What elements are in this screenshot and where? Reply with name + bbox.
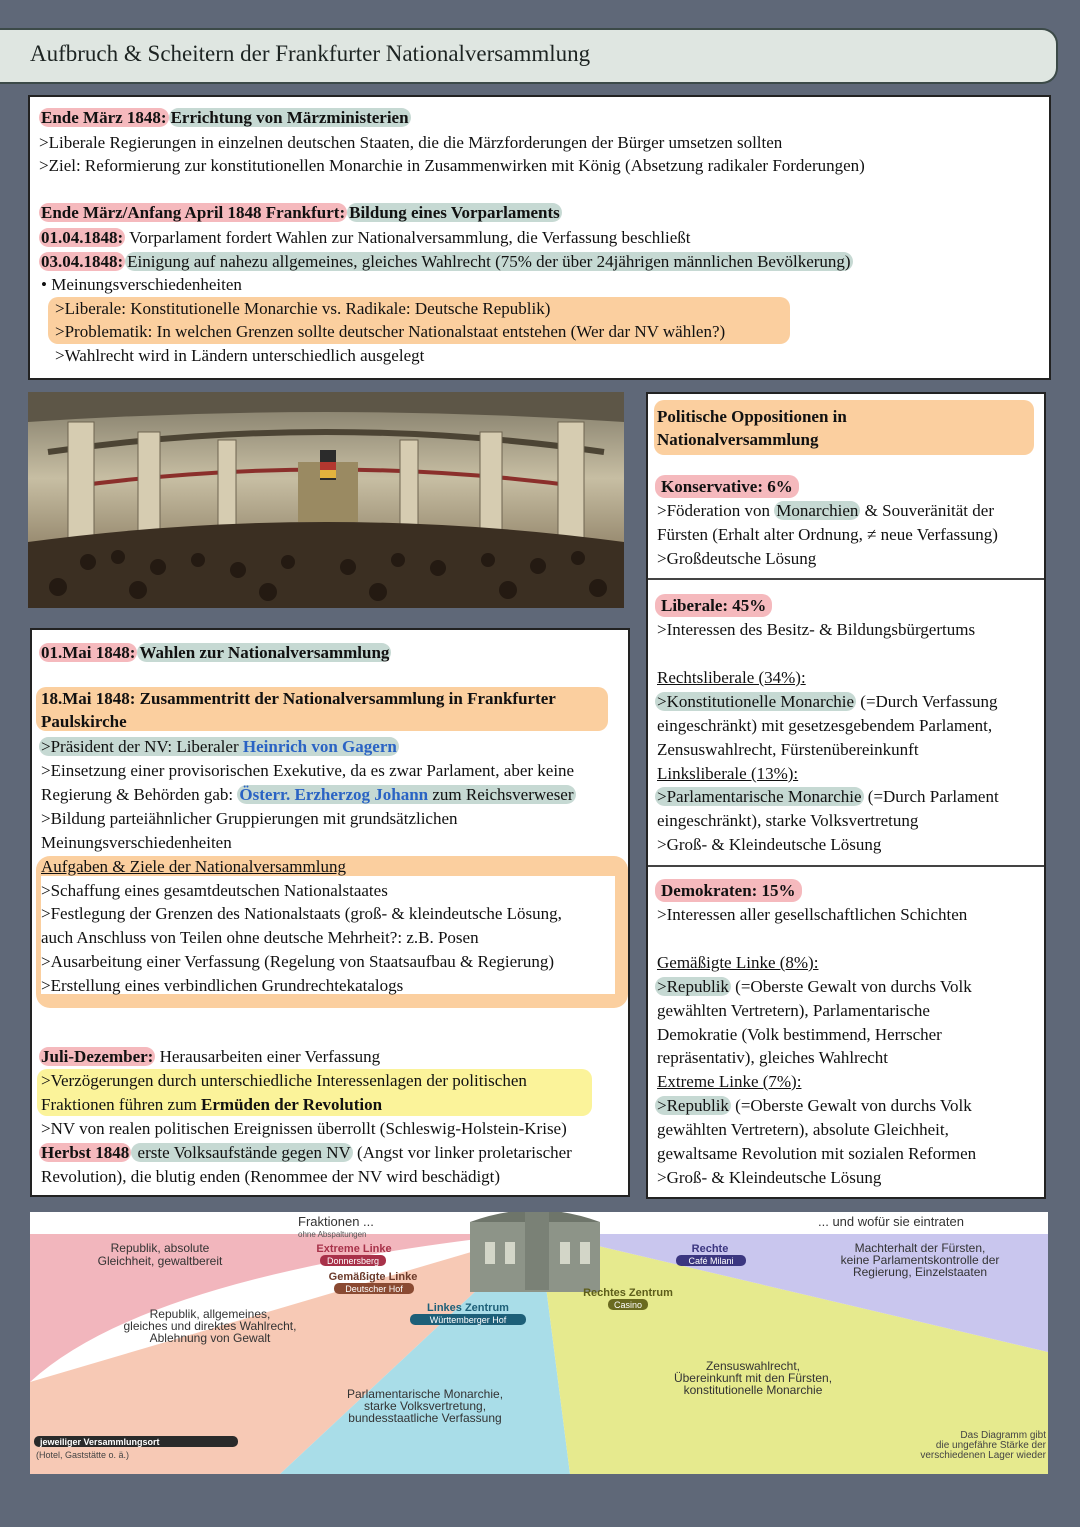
text-line: • Meinungsverschiedenheiten <box>41 275 242 294</box>
legend-versammlungsort: jeweiliger Versammlungsort <box>40 1437 160 1447</box>
demokraten-heading: Demokraten: 15% <box>655 880 802 902</box>
text-line: >Interessen des Besitz- & Bildungsbürgertums <box>657 620 976 639</box>
line-parl-monarchie: >Parlamentarische Monarchie (=Durch Parlament <box>657 787 999 806</box>
text-line: 18.Mai 1848: Zusammentritt der Nationalversammlung in Frankfurter <box>41 689 556 708</box>
name-rechtes-zentrum: Rechtes Zentrum <box>583 1287 673 1299</box>
rechtsliberale-heading: Rechtsliberale (34%): <box>657 668 806 687</box>
box-oppositionen <box>646 392 1046 1199</box>
text-line: >Bildung parteiähnlicher Gruppierungen mit grundsätzlichen <box>41 809 458 828</box>
desc-linkes-zentrum: Parlamentarische Monarchie, starke Volksvertretung, bundesstaatliche Verfassung <box>346 1387 504 1425</box>
line-0104: 01.04.1848: Vorparlament fordert Wahlen zur Nationalversammlung, die Verfassung beschließt <box>41 228 691 247</box>
box-nationalversammlung <box>30 628 630 1197</box>
place-rechte: Café Milani <box>688 1256 734 1266</box>
text-line: Fürsten (Erhalt alter Ordnung, ≠ neue Verfassung) <box>657 525 998 544</box>
text-line: >Liberale: Konstitutionelle Monarchie vs. Radikale: Deutsche Republik) <box>55 299 551 318</box>
text-line: >Schaffung eines gesamtdeutschen Nationalstaates <box>41 881 388 900</box>
place-gemaessigte-linke: Deutscher Hof <box>345 1284 403 1294</box>
text-line: >Festlegung der Grenzen des Nationalstaats (groß- & kleindeutsche Lösung, <box>41 904 562 923</box>
name-gemaessigte-linke: Gemäßigte Linke <box>328 1271 418 1283</box>
divider <box>648 578 1044 580</box>
text-line: Revolution), die blutig enden (Renommee der NV wird beschädigt) <box>41 1167 501 1186</box>
text-line: gewählten Vertretern), absolute Gleichheit, <box>657 1120 949 1139</box>
oppositionen-heading: Nationalversammlung <box>657 430 819 449</box>
konservative-heading: Konservative: 6% <box>655 476 799 498</box>
text-line: >Groß- & Kleindeutsche Lösung <box>657 835 882 854</box>
linksliberale-heading: Linksliberale (13%): <box>657 764 799 783</box>
label-wofuer: ... und wofür sie eintraten <box>818 1214 964 1229</box>
paulskirche-image <box>28 392 624 608</box>
label-fraktionen: Fraktionen ... <box>298 1214 374 1229</box>
extreme-linke-heading: Extreme Linke (7%): <box>657 1072 802 1091</box>
text-line: eingeschränkt), starke Volksvertretung <box>657 811 919 830</box>
text-line: >Liberale Regierungen in einzelnen deutschen Staaten, die die Märzforderungen der Bürger umsetzen sollten <box>39 133 783 152</box>
text-line: gewaltsame Revolution mit sozialen Reformen <box>657 1144 977 1163</box>
line-0304: 03.04.1848: Einigung auf nahezu allgemeines, gleiches Wahlrecht (75% der über 24jährigen männlichen Bevölkerung) <box>41 252 851 271</box>
fraktionen-semicircle <box>30 1212 1048 1474</box>
name-linkes-zentrum: Linkes Zentrum <box>427 1302 509 1314</box>
desc-extreme-linke: Republik, absolute Gleichheit, gewaltbereit <box>97 1241 223 1268</box>
text-line: gewählten Vertretern), Parlamentarische <box>657 1001 930 1020</box>
label-ohne-abspaltungen: ohne Abspaltungen <box>298 1230 367 1239</box>
place-extreme-linke: Donnersberg <box>326 1256 380 1266</box>
text-line: auch Anschluss von Teilen ohne deutsche Mehrheit?: z.B. Posen <box>41 928 479 947</box>
text-line: >Groß- & Kleindeutsche Lösung <box>657 1168 882 1187</box>
place-rechtes-zentrum: Casino <box>613 1300 643 1310</box>
text-line: Meinungsverschiedenheiten <box>41 833 232 852</box>
text-line: repräsentativ), gleiches Wahlrecht <box>657 1048 889 1067</box>
line-foederation: >Föderation von Monarchien & Souveränität der <box>657 501 994 520</box>
text-line: >Erstellung eines verbindlichen Grundrechtekatalogs <box>41 976 404 995</box>
line-praesident: >Präsident der NV: Liberaler Heinrich von Gagern <box>41 737 397 756</box>
text-line: >Einsetzung einer provisorischen Exekutive, da es zwar Parlament, aber keine <box>41 761 575 780</box>
name-extreme-linke: Extreme Linke <box>316 1243 392 1255</box>
text-line: Demokratie (Volk bestimmend, Herrscher <box>657 1025 942 1044</box>
oppositionen-heading: Politische Oppositionen in <box>657 407 847 426</box>
text-line: >Wahlrecht wird in Ländern unterschiedlich ausgelegt <box>55 346 425 365</box>
fraktionen-diagram <box>30 1212 1048 1474</box>
paulskirche-building-icon <box>470 1212 600 1292</box>
page-title: Aufbruch & Scheitern der Frankfurter Nationalversammlung <box>30 41 591 66</box>
box-vorparlament <box>28 95 1051 380</box>
line-republik-2: >Republik (=Oberste Gewalt von durchs Volk <box>657 1096 972 1115</box>
note-diagramm: Das Diagramm gibt die ungefähre Stärke der verschiedenen Lager wieder <box>920 1430 1046 1461</box>
text-line: >Ziel: Reformierung zur konstitutionellen Monarchie in Zusammenwirken mit König (Absetzung radikaler Forderungen) <box>39 156 865 175</box>
text-line: >Interessen aller gesellschaftlichen Schichten <box>657 905 968 924</box>
liberale-heading: Liberale: 45% <box>655 595 772 617</box>
line-maerzministerien: Ende März 1848: Errichtung von Märzministerien <box>41 108 409 127</box>
line-ermueden: Fraktionen führen zum Ermüden der Revolution <box>41 1095 383 1114</box>
line-juli-dezember: Juli-Dezember: Herausarbeiten einer Verfassung <box>41 1047 381 1066</box>
text-line: eingeschränkt) mit gesetzesgebendem Parlament, <box>657 716 993 735</box>
line-reichsverweser: Regierung & Behörden gab: Österr. Erzherzog Johann zum Reichsverweser <box>41 785 574 804</box>
name-rechte: Rechte <box>691 1243 729 1255</box>
line-konst-monarchie: >Konstitutionelle Monarchie (=Durch Verfassung <box>657 692 998 711</box>
aufgaben-heading: Aufgaben & Ziele der Nationalversammlung <box>41 857 346 876</box>
desc-gemaessigte-linke: Republik, allgemeines, gleiches und direktes Wahlrecht, Ablehnung von Gewalt <box>123 1307 297 1345</box>
place-linkes-zentrum: Württemberger Hof <box>429 1315 507 1325</box>
text-line: >Großdeutsche Lösung <box>657 549 817 568</box>
line-herbst: Herbst 1848 erste Volksaufstände gegen NV (Angst vor linker proletarischer <box>41 1143 572 1162</box>
text-line: >Ausarbeitung einer Verfassung (Regelung von Staatsaufbau & Regierung) <box>41 952 555 971</box>
text-line: >Verzögerungen durch unterschiedliche Interessenlagen der politischen <box>41 1071 527 1090</box>
desc-rechtes-zentrum: Zensuswahlrecht, Übereinkunft mit den Fürsten, konstitutionelle Monarchie <box>673 1359 833 1397</box>
text-line: >NV von realen politischen Ereignissen überrollt (Schleswig-Holstein-Krise) <box>41 1119 567 1138</box>
gemaessigte-linke-heading: Gemäßigte Linke (8%): <box>657 953 819 972</box>
desc-rechte: Machterhalt der Fürsten, keine Parlamentskontrolle der Regierung, Einzelstaaten <box>840 1241 1000 1279</box>
text-line: Paulskirche <box>41 712 127 731</box>
paulskirche-illustration <box>28 392 624 608</box>
text-line: Zensuswahlrecht, Fürstenübereinkunft <box>657 740 919 759</box>
text-line: >Problematik: In welchen Grenzen sollte deutscher Nationalstaat entstehen (Wer dar NV wählen?) <box>55 322 726 341</box>
line-republik-1: >Republik (=Oberste Gewalt von durchs Volk <box>657 977 972 996</box>
legend-hotel: (Hotel, Gaststätte o. ä.) <box>36 1450 130 1460</box>
divider <box>648 865 1044 867</box>
line-vorparlament: Ende März/Anfang April 1848 Frankfurt: Bildung eines Vorparlaments <box>41 203 560 222</box>
line-wahlen: 01.Mai 1848: Wahlen zur Nationalversammlung <box>41 643 390 662</box>
title-bar <box>0 28 1058 84</box>
